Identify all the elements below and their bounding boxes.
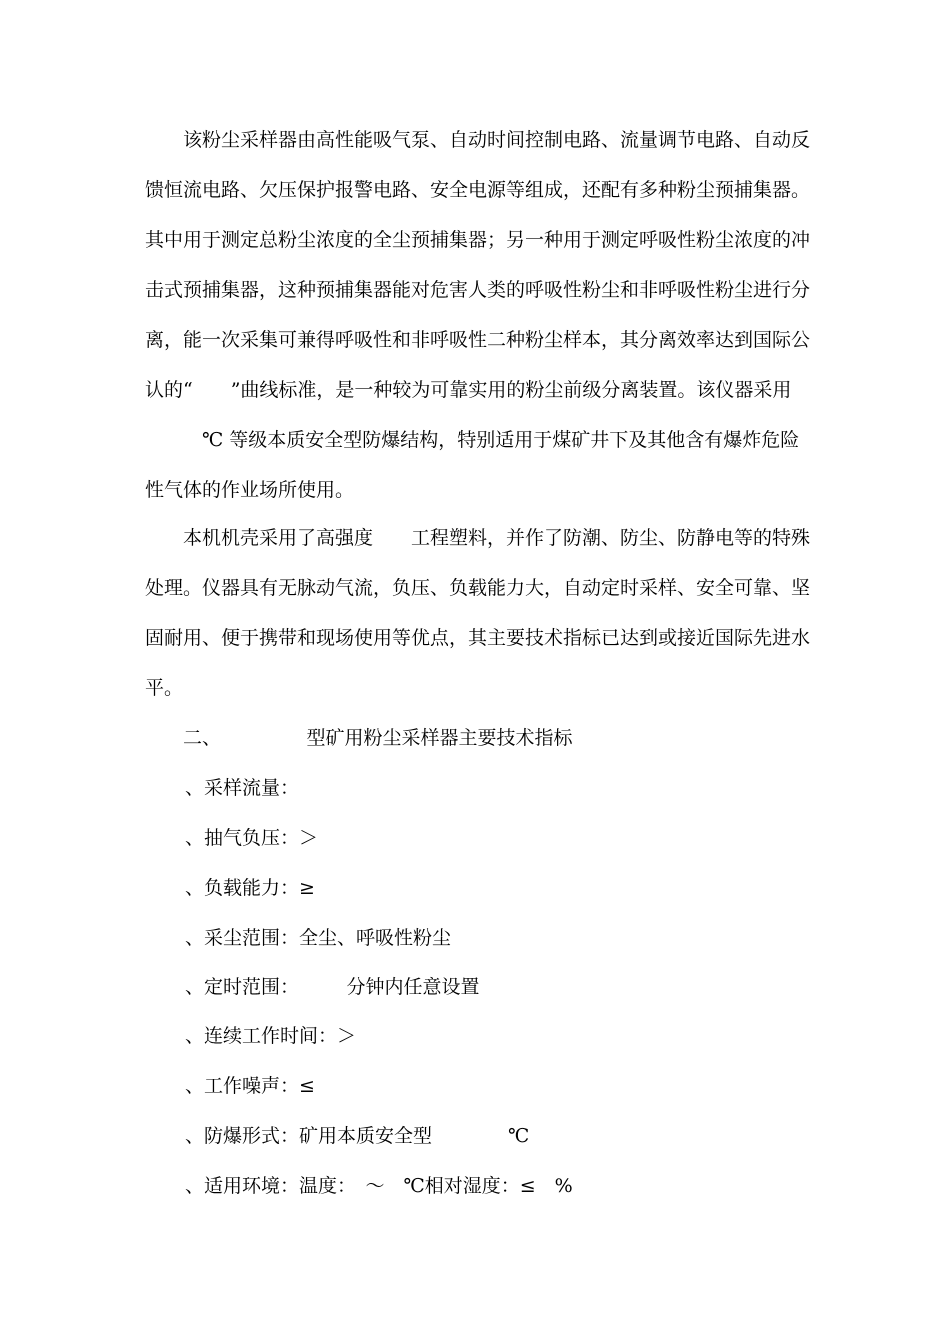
spec-item-environment: 、适用环境：温度： ～ ℃相对湿度：≤ % [185, 1175, 573, 1197]
spec-item-dust-range: 、采尘范围：全尘、呼吸性粉尘 [185, 927, 452, 949]
paragraph-2-line-4: 平。 [145, 677, 184, 699]
paragraph-2-line-2: 处理。仪器具有无脉动气流，负压、负载能力大，自动定时采样、安全可靠、坚 [145, 577, 811, 599]
spec-item-timing-range: 、定时范围： 分钟内任意设置 [185, 976, 480, 998]
paragraph-1-line-7: ℃ 等级本质安全型防爆结构，特别适用于煤矿井下及其他含有爆炸危险 [145, 429, 800, 451]
paragraph-1-line-8: 性气体的作业场所使用。 [145, 479, 355, 501]
spec-item-suction-pressure: 、抽气负压：＞ [185, 827, 319, 849]
spec-item-load-capacity: 、负载能力：≥ [185, 877, 315, 899]
paragraph-2-line-3: 固耐用、便于携带和现场使用等优点，其主要技术指标已达到或接近国际先进水 [145, 627, 811, 649]
paragraph-1-line-5: 离，能一次采集可兼得呼吸性和非呼吸性二种粉尘样本，其分离效率达到国际公 [145, 329, 811, 351]
spec-item-explosion-proof: 、防爆形式：矿用本质安全型 ℃ [185, 1125, 530, 1147]
spec-item-sampling-flow: 、采样流量： [185, 777, 300, 799]
paragraph-2-line-1: 本机机壳采用了高强度 工程塑料，并作了防潮、防尘、防静电等的特殊 [183, 527, 811, 549]
paragraph-1-line-2: 馈恒流电路、欠压保护报警电路、安全电源等组成，还配有多种粉尘预捕集器。 [145, 179, 811, 201]
paragraph-1-line-4: 击式预捕集器，这种预捕集器能对危害人类的呼吸性粉尘和非呼吸性粉尘进行分 [145, 279, 811, 301]
spec-item-noise: 、工作噪声：≤ [185, 1075, 315, 1097]
section-heading: 二、 型矿用粉尘采样器主要技术指标 [183, 727, 573, 749]
spec-item-continuous-work-time: 、连续工作时间：＞ [185, 1025, 357, 1047]
paragraph-1-line-3: 其中用于测定总粉尘浓度的全尘预捕集器；另一种用于测定呼吸性粉尘浓度的冲 [145, 229, 811, 251]
paragraph-1-line-6: 认的“ ”曲线标准，是一种较为可靠实用的粉尘前级分离装置。该仪器采用 [145, 379, 792, 401]
paragraph-1-line-1: 该粉尘采样器由高性能吸气泵、自动时间控制电路、流量调节电路、自动反 [183, 129, 811, 151]
